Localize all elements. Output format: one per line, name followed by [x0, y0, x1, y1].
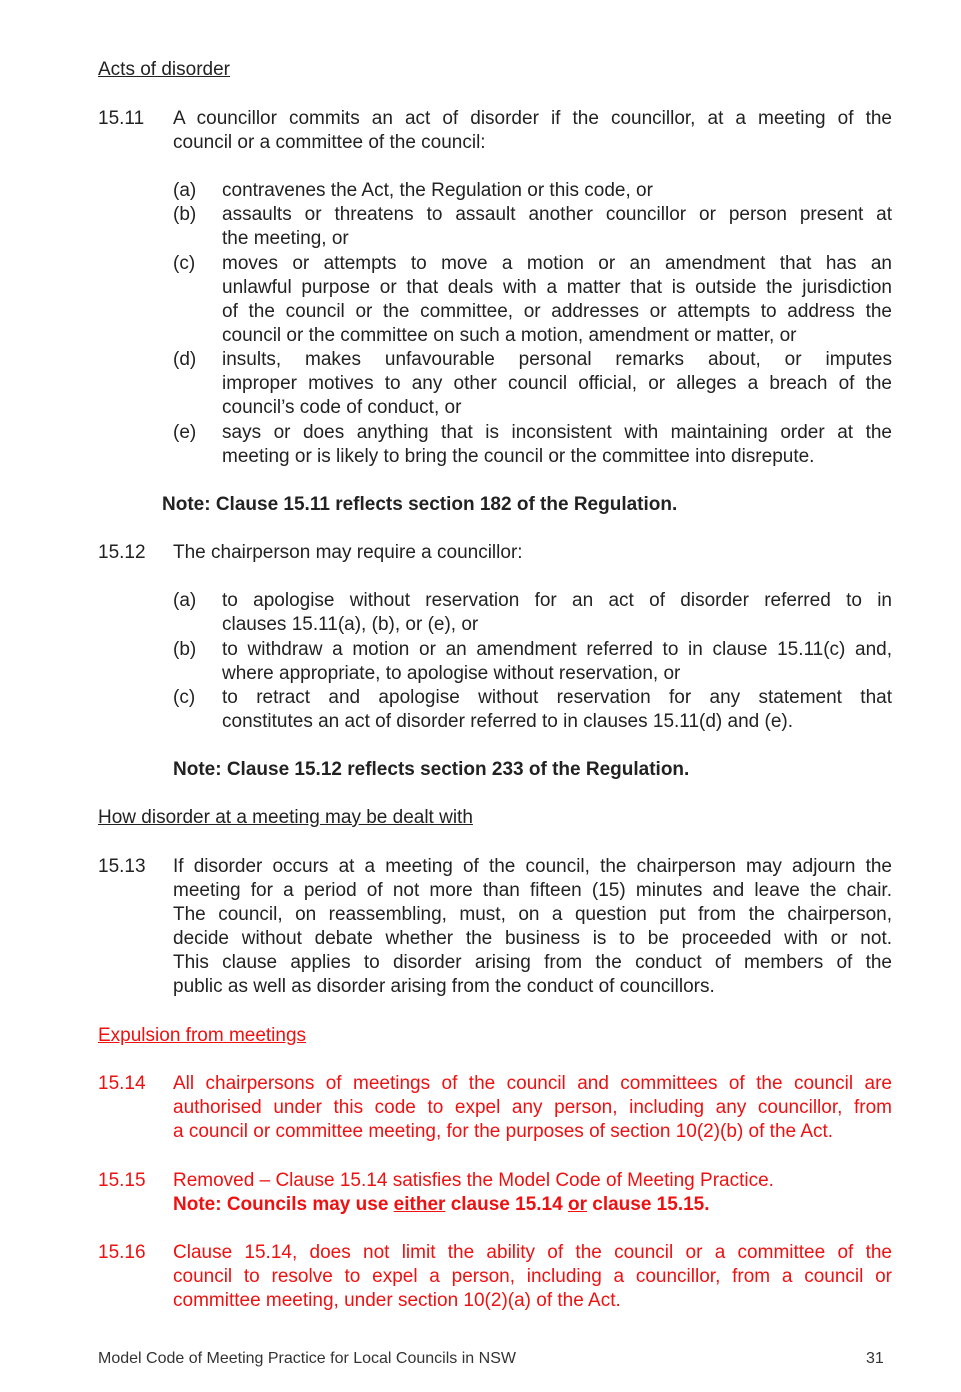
clause-number: 15.11	[98, 108, 145, 129]
clause-number: 15.15	[98, 1170, 146, 1191]
list-item-text: where appropriate, to apologise without reservation, or	[222, 663, 681, 684]
page-number: 31	[866, 1350, 884, 1367]
list-item-text: unlawful purpose or that deals with a matter that is outside the jurisdiction	[222, 277, 892, 298]
clause-text-line: Clause 15.14, does not limit the ability of the council or a committee of the	[173, 1242, 892, 1263]
note-prefix: Note: Councils may use	[173, 1194, 394, 1215]
clause-note: Note: Clause 15.11 reflects section 182 of the Regulation.	[162, 494, 678, 515]
list-item-text: to withdraw a motion or an amendment referred to in clause 15.11(c) and,	[222, 639, 892, 660]
note-emphasis-or: or	[567, 1194, 587, 1215]
clause-text-line: Removed – Clause 15.14 satisfies the Model Code of Meeting Practice.	[173, 1170, 774, 1191]
clause-text-line: public as well as disorder arising from the conduct of councillors.	[173, 976, 715, 997]
section-heading-expulsion: Expulsion from meetings	[98, 1025, 307, 1046]
list-item-text: the meeting, or	[222, 228, 349, 249]
clause-text-line: This clause applies to disorder arising from the conduct of members of the	[173, 952, 892, 973]
clause-text-line: All chairpersons of meetings of the council and committees of the council are	[173, 1073, 892, 1094]
list-item-label: (d)	[173, 349, 197, 370]
list-item-text: assaults or threatens to assault another councillor or person present at	[222, 204, 892, 225]
note-mid: clause 15.14	[445, 1194, 568, 1215]
clause-text-line: The council, on reassembling, must, on a question put from the chairperson,	[173, 904, 892, 925]
list-item-text: moves or attempts to move a motion or an amendment that has an	[222, 253, 892, 274]
list-item-text: insults, makes unfavourable personal remarks about, or imputes	[222, 349, 892, 370]
list-item-text: constitutes an act of disorder referred to in clauses 15.11(d) and (e).	[222, 711, 794, 732]
clause-number: 15.16	[98, 1242, 146, 1263]
clause-number: 15.12	[98, 542, 146, 563]
list-item-text: council or the committee on such a motion, amendment or matter, or	[222, 325, 797, 346]
clause-text-line: council or a committee of the council:	[173, 132, 486, 153]
list-item-text: improper motives to any other council official, or alleges a breach of the	[222, 373, 892, 394]
clause-number: 15.14	[98, 1073, 146, 1094]
note-emphasis-either: either	[393, 1194, 446, 1215]
clause-text-line: council to resolve to expel a person, including a councillor, from a council or	[173, 1266, 892, 1287]
clause-note	[173, 1193, 710, 1217]
list-item-label: (c)	[173, 253, 196, 274]
clause-text-line: The chairperson may require a councillor:	[173, 542, 523, 563]
clause-text-line: committee meeting, under section 10(2)(a) of the Act.	[173, 1290, 621, 1311]
clause-text-line: a council or committee meeting, for the purposes of section 10(2)(b) of the Act.	[173, 1121, 834, 1142]
clause-number: 15.13	[98, 856, 146, 877]
list-item-text: meeting or is likely to bring the council or the committee into disrepute.	[222, 446, 815, 467]
clause-text-line: decide without debate whether the business is to be proceeded with or not.	[173, 928, 892, 949]
list-item-text: to retract and apologise without reservation for any statement that	[222, 687, 892, 708]
list-item-text: says or does anything that is inconsistent with maintaining order at the	[222, 422, 892, 443]
note-suffix: clause 15.15.	[586, 1194, 710, 1215]
list-item-text: of the council or the committee, or addresses or attempts to address the	[222, 301, 892, 322]
list-item-label: (e)	[173, 422, 197, 443]
clause-text-line: A councillor commits an act of disorder if the councillor, at a meeting of the	[173, 108, 892, 129]
clause-text-line: authorised under this code to expel any person, including any councillor, from	[173, 1097, 892, 1118]
list-item-label: (a)	[173, 180, 197, 201]
clause-note: Note: Clause 15.12 reflects section 233 of the Regulation.	[173, 759, 690, 780]
footer-title: Model Code of Meeting Practice for Local Councils in NSW	[98, 1350, 516, 1367]
list-item-label: (b)	[173, 639, 197, 660]
list-item-label: (b)	[173, 204, 197, 225]
clause-text-line: meeting for a period of not more than fifteen (15) minutes and leave the chair.	[173, 880, 892, 901]
list-item-label: (c)	[173, 687, 196, 708]
section-heading-how-disorder: How disorder at a meeting may be dealt with	[98, 807, 473, 828]
section-heading-acts-of-disorder: Acts of disorder	[98, 59, 230, 80]
list-item-label: (a)	[173, 590, 197, 611]
list-item-text: council’s code of conduct, or	[222, 397, 462, 418]
list-item-text: contravenes the Act, the Regulation or this code, or	[222, 180, 653, 201]
list-item-text: to apologise without reservation for an act of disorder referred to in	[222, 590, 892, 611]
clause-text-line: If disorder occurs at a meeting of the council, the chairperson may adjourn the	[173, 856, 892, 877]
list-item-text: clauses 15.11(a), (b), or (e), or	[222, 614, 479, 635]
